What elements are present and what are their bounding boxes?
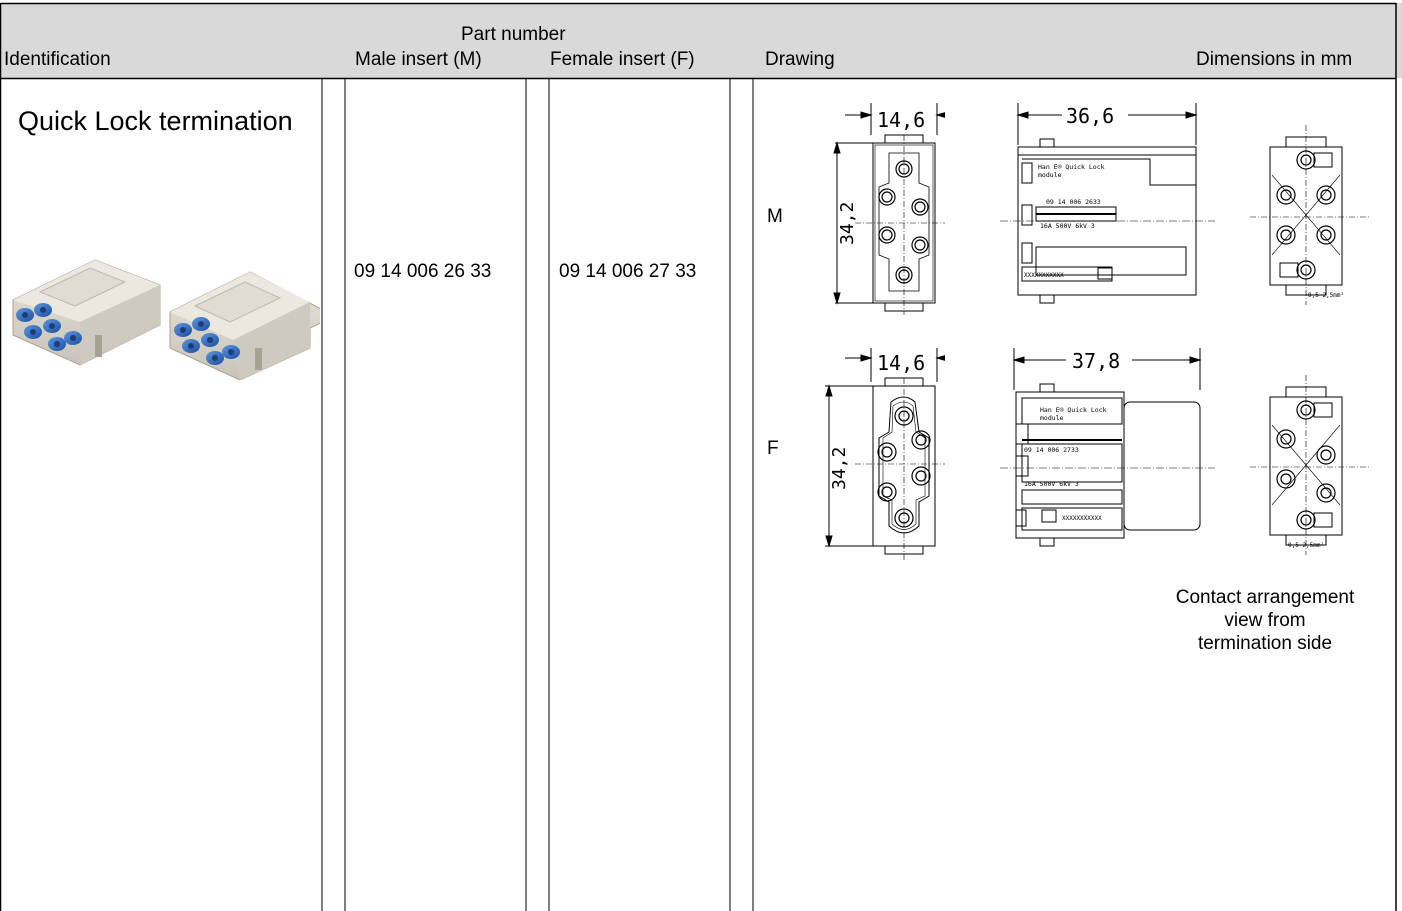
male-contact-arrangement bbox=[1250, 125, 1370, 305]
male-wire-range: 0,5-2,5mm² bbox=[1308, 292, 1345, 299]
male-length-dim: 36,6 bbox=[1066, 104, 1115, 128]
contact-arrangement-note bbox=[1150, 586, 1380, 655]
female-width-dim: 14,6 bbox=[877, 351, 926, 375]
female-length-dim: 37,8 bbox=[1072, 349, 1121, 373]
male-side-part: 09 14 006 2633 bbox=[1046, 198, 1101, 206]
header-drawing: Drawing bbox=[765, 49, 835, 70]
male-side-serial: XXXXXXXXXXX bbox=[1024, 272, 1064, 279]
male-side-view bbox=[1000, 95, 1215, 310]
female-front-view bbox=[815, 340, 945, 560]
female-wire-range: 0,5-2,5mm² bbox=[1288, 542, 1325, 549]
header-male-insert: Male insert (M) bbox=[355, 49, 482, 70]
female-insert-photo bbox=[170, 272, 320, 380]
male-side-rating: 16A 500V 6kV 3 bbox=[1040, 222, 1095, 230]
contact-note-line-3: termination side bbox=[1197, 633, 1333, 654]
contact-note-line-1: Contact arrangement bbox=[1175, 587, 1355, 608]
male-insert-photo bbox=[13, 260, 160, 365]
female-contact-arrangement bbox=[1250, 375, 1370, 555]
female-side-view bbox=[1000, 340, 1215, 555]
female-row-label: F bbox=[767, 438, 779, 459]
male-row-label: M bbox=[767, 206, 783, 227]
female-side-part: 09 14 006 2733 bbox=[1024, 446, 1079, 454]
male-width-dim: 14,6 bbox=[877, 108, 926, 132]
male-side-title-1: Han E® Quick Lock bbox=[1038, 163, 1105, 171]
female-side-title-2: module bbox=[1040, 414, 1064, 422]
male-front-view bbox=[815, 95, 945, 315]
female-side-title-1: Han E® Quick Lock bbox=[1040, 406, 1107, 414]
header-dimensions: Dimensions in mm bbox=[1196, 49, 1353, 70]
female-height-dim: 34,2 bbox=[829, 446, 850, 490]
product-photo bbox=[5, 240, 320, 380]
female-part-number: 09 14 006 27 33 bbox=[559, 261, 697, 282]
female-side-rating: 16A 500V 6kV 3 bbox=[1024, 480, 1079, 488]
identification-title: Quick Lock termination bbox=[18, 106, 293, 136]
header-identification: Identification bbox=[4, 49, 111, 70]
female-side-serial: XXXXXXXXXXX bbox=[1062, 515, 1102, 522]
male-height-dim: 34,2 bbox=[837, 201, 858, 245]
contact-note-line-2: view from bbox=[1224, 610, 1306, 631]
male-part-number: 09 14 006 26 33 bbox=[354, 261, 492, 282]
male-side-title-2: module bbox=[1038, 171, 1062, 179]
header-part-number: Part number bbox=[461, 24, 566, 45]
header-female-insert: Female insert (F) bbox=[550, 49, 695, 70]
